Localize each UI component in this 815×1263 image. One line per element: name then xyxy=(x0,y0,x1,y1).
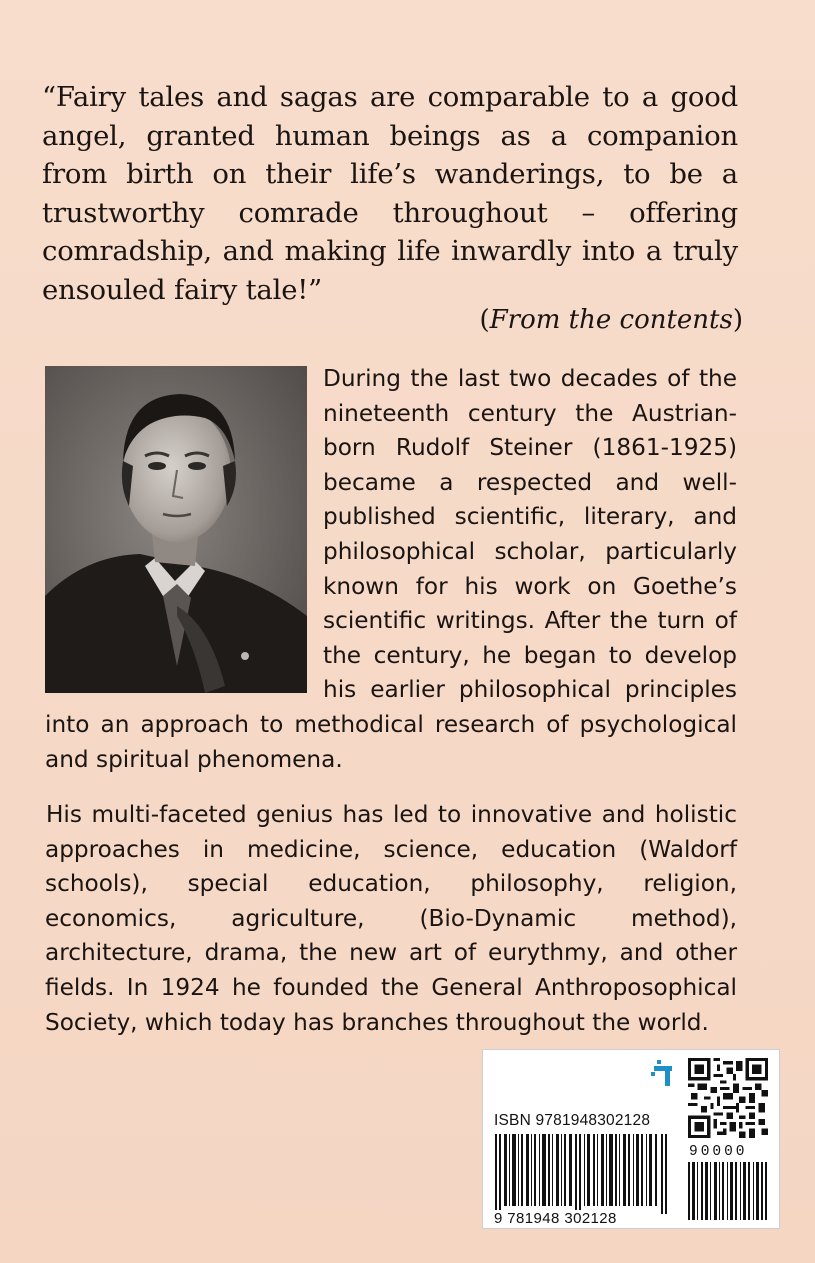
attribution-open-paren: ( xyxy=(479,305,490,335)
isbn-label: ISBN 9781948302128 xyxy=(494,1112,651,1129)
isbn-barcode xyxy=(495,1134,667,1214)
qr-code xyxy=(688,1058,768,1138)
cover-quote: “Fairy tales and sagas are comparable to a good angel, granted human beings as a companion from birth on their life’s wanderings, to be a trustworthy comrade throughout – offering comradship, and making life inwardly into a truly ensouled fairy tale!” xyxy=(42,81,738,306)
isbn-digits: 9 781948 302128 xyxy=(494,1210,617,1227)
price-code: 90000 xyxy=(689,1144,748,1160)
publisher-logo-icon xyxy=(651,1060,675,1092)
attribution-source: From the contents xyxy=(489,305,733,335)
author-bio-paragraph-2: His multi-faceted genius has led to innovative and holistic approaches in medicine, science, education (Waldorf schools), special education, philosophy, religion, economics, agriculture, (Bio-Dynamic method), architecture, drama, the new art of eurythmy, and other fields. In 1924 he founded the General Anthroposophical Society, which today has branches throughout the world. xyxy=(45,801,737,1036)
attribution-close-paren: ) xyxy=(732,305,743,335)
quote-attribution xyxy=(479,302,743,338)
price-addon-barcode xyxy=(688,1162,768,1220)
isbn-barcode-panel xyxy=(482,1049,780,1229)
author-bio-paragraph-1: During the last two decades of the nineteenth century the Austrian-born Rudolf Steiner (1861-1925) became a respected and well-published scientific, literary, and philosophical scholar, particularly known for his work on Goethe’s scientific writings. After the turn of the century, he began to develop his earlier philosophical principles into an approach to methodical research of psychological and spiritual phenomena. xyxy=(45,365,737,773)
